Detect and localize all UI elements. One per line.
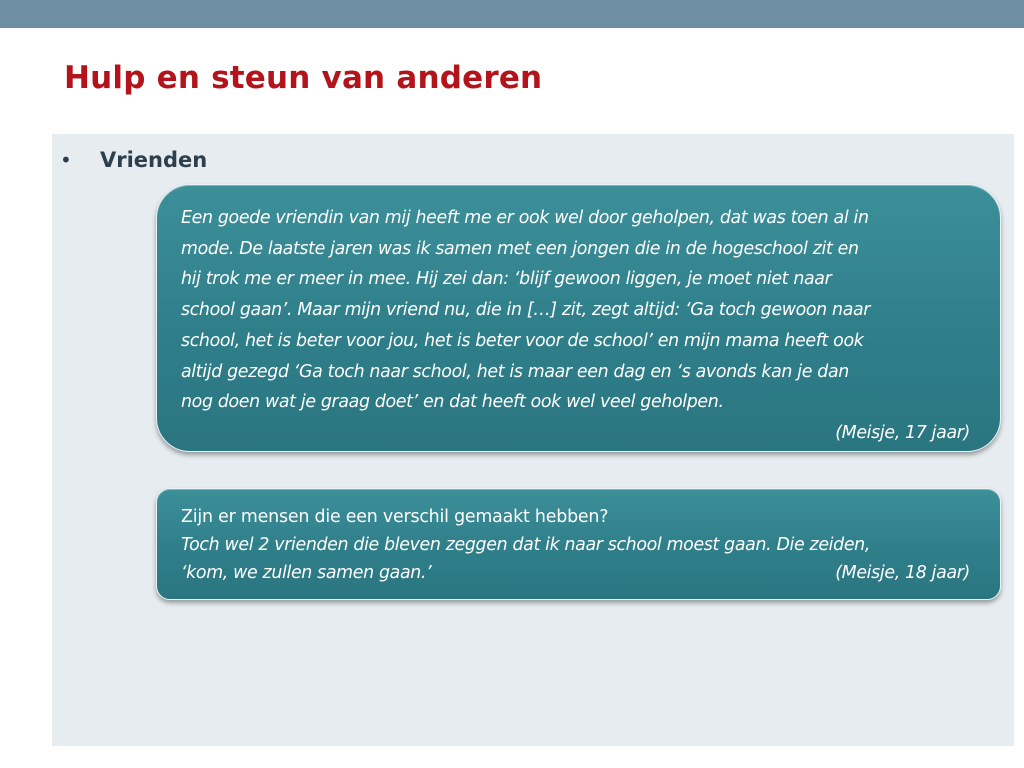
bullet-item-vrienden — [60, 146, 207, 174]
bullet-heading: Vrienden — [100, 148, 208, 172]
quote-box-1 — [156, 184, 1001, 452]
quote-2-last-line — [181, 559, 970, 587]
quote-2-answer-line: Toch wel 2 vrienden die bleven zeggen dat ik naar school moest gaan. Die zeiden, — [181, 535, 871, 555]
quote-2-answer-line: ‘kom, we zullen samen gaan.’ — [181, 563, 432, 583]
quote-1-text — [181, 203, 970, 418]
quote-1-line: mode. De laatste jaren was ik samen met een jongen die in de hogeschool zit en — [181, 238, 859, 259]
quote-box-2 — [156, 488, 1001, 600]
quote-1-line: altijd gezegd ‘Ga toch naar school, het is maar een dag en ‘s avonds kan je dan — [181, 361, 849, 382]
quote-2-attribution: (Meisje, 18 jaar) — [835, 563, 970, 583]
quote-1-attribution: (Meisje, 17 jaar) — [835, 422, 970, 443]
bullet-icon: • — [60, 148, 72, 172]
quote-1-line: school gaan’. Maar mijn vriend nu, die in […] zit, zegt altijd: ‘Ga toch gewoon naar — [181, 300, 871, 321]
quote-1-line: nog doen wat je graag doet’ en dat heeft ook wel veel geholpen. — [181, 392, 724, 413]
quote-1-line: hij trok me er meer in mee. Hij zei dan: ‘blijf gewoon liggen, je moet niet naar — [181, 269, 832, 290]
slide-title: Hulp en steun van anderen — [64, 60, 543, 96]
quote-1-line: school, het is beter voor jou, het is beter voor de school’ en mijn mama heeft ook — [181, 330, 864, 351]
top-band — [0, 0, 1024, 28]
quote-2-question: Zijn er mensen die een verschil gemaakt hebben? — [181, 507, 609, 527]
quote-1-line: Een goede vriendin van mij heeft me er ook wel door geholpen, dat was toen al in — [181, 208, 869, 228]
